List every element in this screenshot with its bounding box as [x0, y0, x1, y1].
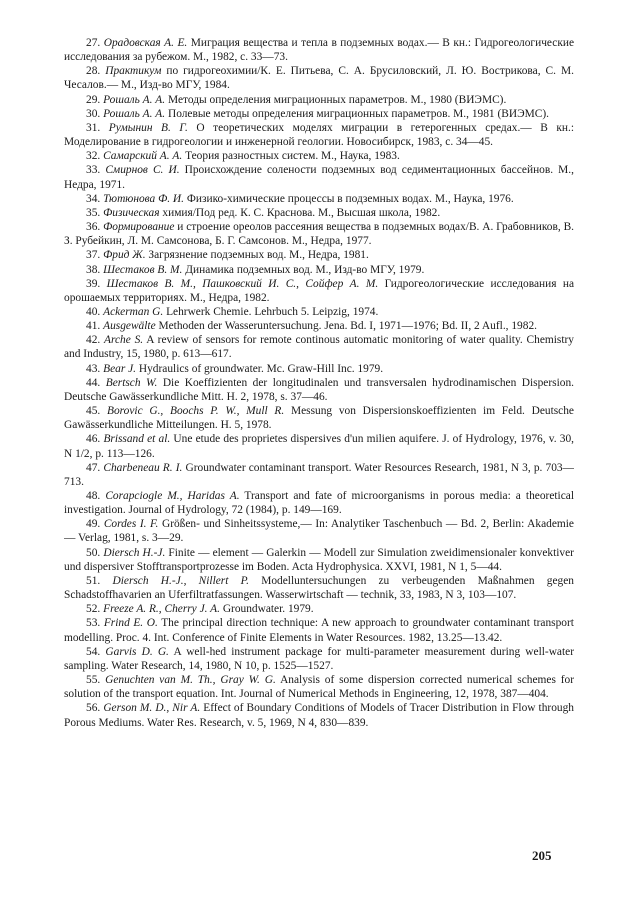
- reference-item: 37. Фрид Ж. Загрязнение подземных вод. М., Недра, 1981.: [86, 249, 369, 262]
- reference-item: 27. Орадовская А. Е. Миграция вещества и тепла в подземных водах.— В кн.: Гидрогеологические исследования за рубежом. М., 1982, с. 33—73.: [64, 37, 574, 64]
- reference-item: 44. Bertsch W. Die Koeffizienten der longitudinalen und transversalen hydrodinamischen Dispersion. Deutsche Gawässerkundliche Mitt. H. 2, 1978, s. 37—46.: [64, 376, 574, 403]
- reference-item: 34. Тютюнова Ф. И. Физико-химические процессы в подземных водах. М., Наука, 1976.: [86, 192, 514, 205]
- reference-page: [64, 36, 574, 866]
- reference-item: 39. Шестаков В. М., Пашковский И. С., Сойфер А. М. Гидрогеологические исследования на орошаемых территориях. М., Недра, 1982.: [64, 277, 574, 304]
- reference-item: 45. Borovic G., Boochs P. W., Mull R. Messung von Dispersionskoeffizienten im Feld. Deutsche Gawässerkundliche Mitteilungen. H. 5, 1978.: [64, 405, 574, 432]
- reference-item: 51. Diersch H.-J., Nillert P. Modelluntersuchungen zu verbeugenden Maßnahmen gegen Schadstoffhavarien an Uferfiltratfassungen. Wasserwirtschaft — technik, 33, 1983, N 3, 103—107.: [64, 574, 574, 602]
- reference-item: 50. Diersch H.-J. Finite — element — Galerkin — Modell zur Simulation zweidimensionaler konvektiver und dispersiver Stofftransportprozesse im Boden. Acta Hydrophysica. XXVI, 1981, N 1, 5—44.: [64, 546, 574, 573]
- reference-item: 32. Самарский А. А. Теория разностных систем. М., Наука, 1983.: [86, 150, 400, 163]
- reference-item: 36. Формирование и строение ореолов рассеяния вещества в подземных водах/В. А. Грабовников, В. З. Рубейкин, Л. М. Самсонова, Б. Г. Самсонов. М., Недра, 1977.: [64, 221, 574, 248]
- reference-item: 35. Физическая химия/Под ред. К. С. Краснова. М., Высшая школа, 1982.: [86, 206, 441, 219]
- reference-item: 33. Смирнов С. И. Происхождение солености подземных вод седиментационных бассейнов. М., Недра, 1971.: [64, 164, 574, 191]
- reference-item: 28. Практикум по гидрогеохимии/К. Е. Питьева, С. А. Брусиловский, Л. Ю. Вострикова, С. М. Чесалов.— М., Изд-во МГУ, 1984.: [64, 65, 574, 92]
- reference-item: 49. Cordes I. F. Größen- und Sinheitssysteme,— In: Analytiker Taschenbuch — Bd. 2, Berlin: Akademie — Verlag, 1981, s. 3—29.: [64, 518, 574, 545]
- reference-item: 40. Ackerman G. Lehrwerk Chemie. Lehrbuch 5. Leipzig, 1974.: [86, 305, 379, 318]
- reference-item: 30. Рошаль А. А. Полевые методы определения миграционных параметров. М., 1981 (ВИЭМС).: [86, 107, 549, 120]
- reference-item: 48. Corapciogle M., Haridas A. Transport and fate of microorganisms in porous media: a theoretical investigation. Journal of Hydrology, 72 (1984), p. 149—169.: [64, 490, 574, 517]
- reference-item: 56. Gerson M. D., Nir A. Effect of Boundary Conditions of Models of Tracer Distribution in Flow through Porous Mediums. Water Res. Research, v. 5, 1969, N 4, 830—839.: [64, 702, 574, 729]
- reference-item: 47. Charbeneau R. I. Groundwater contaminant transport. Water Resources Research, 1981, N 3, p. 703—713.: [64, 461, 574, 488]
- reference-item: 53. Frind E. O. The principal direction technique: A new approach to groundwater contaminant transport modelling. Proc. 4. Int. Conference of Finite Elements in Water Resources. 1982, 13.25—13.42.: [64, 617, 574, 644]
- page-number: 205: [532, 848, 552, 863]
- reference-item: 43. Bear J. Hydraulics of groundwater. Mc. Graw-Hill Inc. 1979.: [86, 362, 384, 375]
- reference-list: [64, 36, 574, 730]
- reference-item: 31. Румынин В. Г. О теоретических моделях миграции в гетерогенных средах.— В кн.: Моделирование в гидрогеологии и инженерной геологии. Новосибирск, 1983, с. 34—45.: [64, 121, 574, 149]
- reference-item: 46. Brissand et al. Une etude des proprietes dispersives d'un milien aquifere. J. of Hydrology, 1976, v. 30, N 1/2, p. 113—126.: [64, 433, 574, 460]
- reference-item: 54. Garvis D. G. A well-hed instrument package for multi-parameter measurement during well-water sampling. Water Research, 14, 1980, N 10, p. 1525—1527.: [64, 645, 574, 672]
- reference-item: 29. Рошаль А. А. Методы определения миграционных параметров. М., 1980 (ВИЭМС).: [86, 93, 507, 106]
- reference-item: 41. Ausgewälte Methoden der Wasseruntersuchung. Jena. Bd. I, 1971—1976; Bd. II, 2 Aufl., 1982.: [86, 320, 537, 333]
- reference-item: 38. Шестаков В. М. Динамика подземных вод. М., Изд-во МГУ, 1979.: [86, 263, 425, 276]
- reference-item: 55. Genuchten van M. Th., Gray W. G. Analysis of some dispersion corrected numerical schemes for solution of the transport equation. Int. Journal of Numerical Methods in Engineering, 12, 1978, 387—404.: [64, 674, 574, 701]
- reference-item: 52. Freeze A. R., Cherry J. A. Groundwater. 1979.: [86, 603, 314, 616]
- reference-item: 42. Arche S. A review of sensors for remote continous automatic monitoring of water quality. Chemistry and Industry, 15, 1980, p. 613—617.: [64, 334, 574, 361]
